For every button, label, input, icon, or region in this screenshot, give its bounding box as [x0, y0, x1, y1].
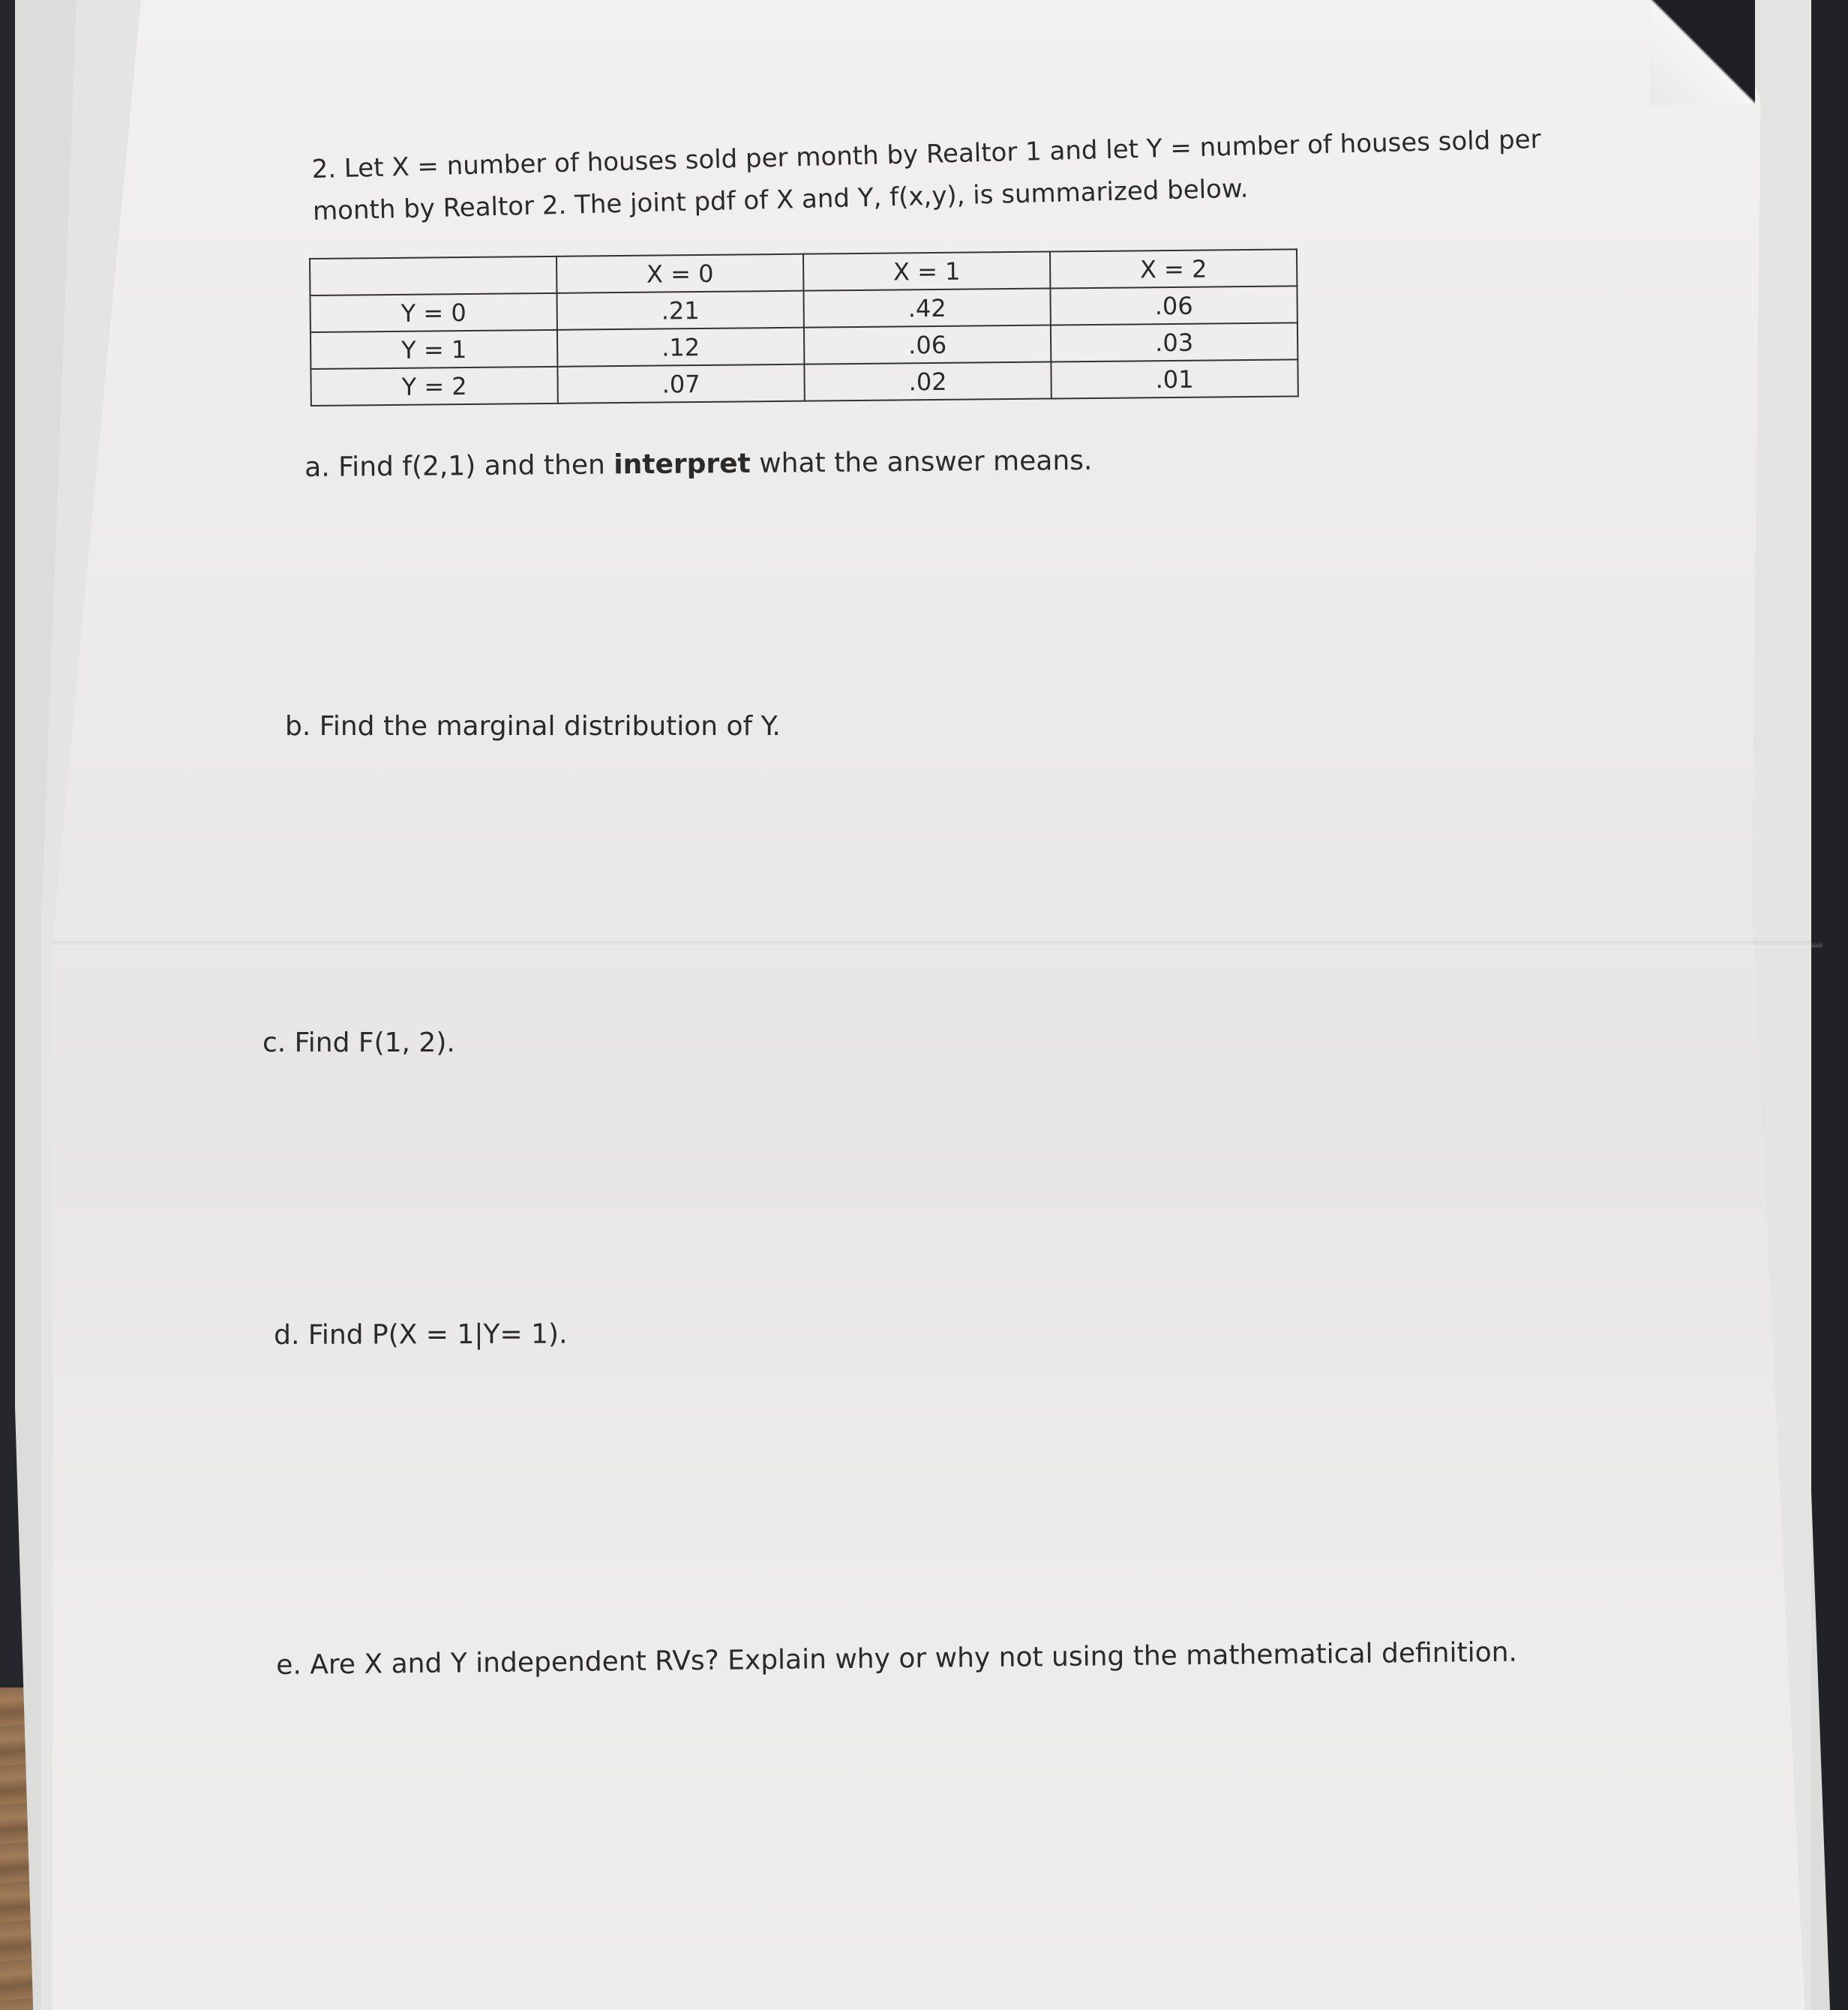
table-cell: .21 [556, 291, 803, 330]
question-c: c. Find F(1, 2). [262, 1028, 455, 1058]
table-cell: .02 [804, 362, 1051, 401]
question-d: d. Find P(X = 1|Y= 1). [274, 1318, 568, 1351]
table-header-cell: X = 1 [803, 252, 1050, 291]
table-row-label: Y = 1 [310, 330, 557, 369]
problem-statement-line-1: 2. Let X = number of houses sold per month by Realtor 1 and let Y = number of houses sold per [311, 124, 1541, 184]
table-cell: .42 [803, 289, 1050, 328]
joint-pdf-table [309, 248, 1299, 406]
question-a [304, 446, 1093, 483]
table-corner-cell [310, 256, 556, 296]
problem-statement-line-2: month by Realtor 2. The joint pdf of X and Y, f(x,y), is summarized below. [312, 173, 1249, 226]
table-header-cell: X = 2 [1050, 249, 1297, 288]
table-cell: .06 [804, 326, 1051, 364]
table-row-label: Y = 2 [310, 367, 557, 406]
question-e: e. Are X and Y independent RVs? Explain why or why not using the mathematical definition. [276, 1636, 1518, 1681]
table-cell: .03 [1051, 322, 1298, 362]
table-cell: .07 [557, 364, 804, 404]
question-a-suffix: what the answer means. [750, 445, 1093, 479]
question-a-bold-word: interpret [614, 448, 751, 481]
question-b: b. Find the marginal distribution of Y. [285, 711, 781, 742]
question-a-prefix: a. Find f(2,1) and then [304, 449, 614, 483]
table-cell: .01 [1051, 359, 1298, 398]
problem-statement [311, 118, 1543, 232]
table-row-label: Y = 0 [310, 293, 556, 332]
table-header-cell: X = 0 [556, 254, 803, 293]
table-cell: .06 [1050, 286, 1297, 325]
table-cell: .12 [557, 328, 804, 367]
